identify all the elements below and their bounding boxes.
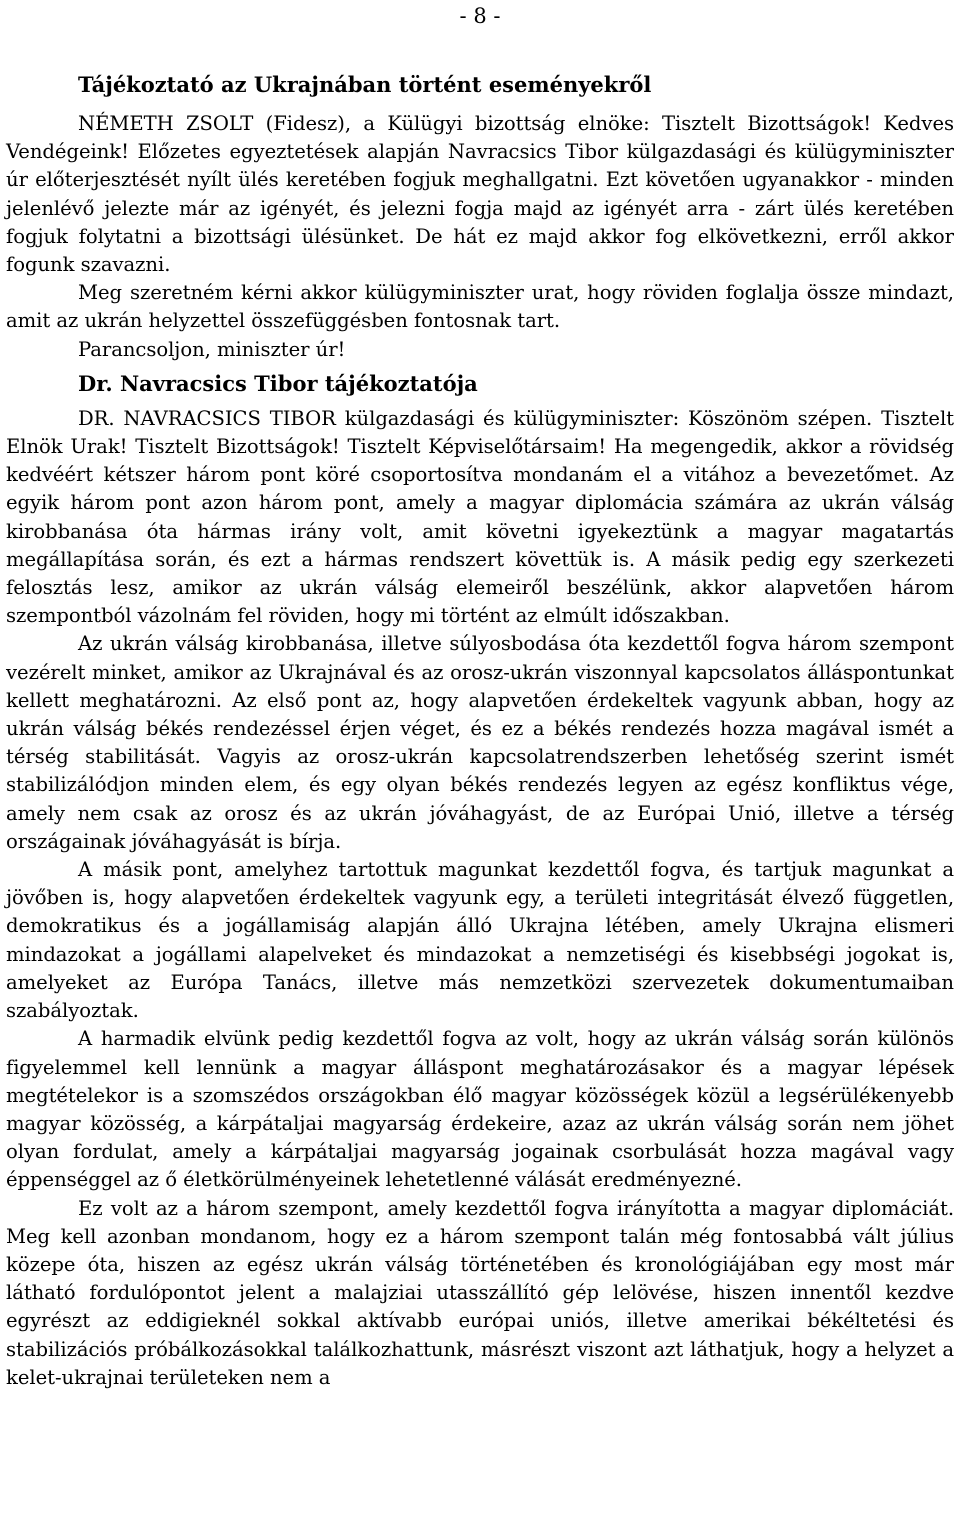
paragraph: Meg szeretném kérni akkor külügyminiszter urat, hogy röviden foglalja össze mindazt, amit az ukrán helyzettel összefüggésben fontosnak tart.: [6, 281, 954, 333]
paragraph: A harmadik elvünk pedig kezdettől fogva az volt, hogy az ukrán válság során különös figyelemmel kell lennünk a magyar álláspont meghatározásakor és a magyar lépések megtételekor is a szomszédos országokban élő magyar közösségek közül a legsérülékenyebb magyar közösség, a kárpátaljai magyarság érdekeire, azaz az ukrán válság során nem jöhet olyan fordulat, amely a kárpátaljai magyarság jogainak csorbulását hozza magával vagy éppenséggel az ő életkörülményeinek lehetetlenné válását eredményezné.: [6, 1027, 954, 1192]
page-number: - 8 -: [459, 4, 501, 28]
paragraph: NÉMETH ZSOLT (Fidesz), a Külügyi bizottság elnöke: Tisztelt Bizottságok! Kedves Vendégeink! Előzetes egyeztetések alapján Navracsics Tibor külgazdasági és külügyminiszter úr előterjesztését nyílt ülés keretében fogjuk meghallgatni. Ezt követően ugyanakkor - minden jelenlévő jelezte már az igényét, és jelezni fogja majd az igényét arra - zárt ülés keretében fogjuk folytatni a bizottsági ülésünket. De hát ez majd akkor fog elkövetkezni, erről akkor fogunk szavazni.: [6, 112, 954, 277]
paragraph: Az ukrán válság kirobbanása, illetve súlyosbodása óta kezdettől fogva három szempont vezérelt minket, amikor az Ukrajnával és az orosz-ukrán viszonnyal kapcsolatos álláspontunkat kellett meghatározni. Az első pont az, hogy alapvetően érdekeltek vagyunk abban, hogy az ukrán válság békés rendezéssel érjen véget, és ez a békés rendezés hozza magával ismét a térség stabilitását. Vagyis az orosz-ukrán kapcsolatrendszerben lehetőség szerint ismét stabilizálódjon minden elem, és egy olyan békés rendezés legyen az egész konfliktus vége, amely nem csak az orosz és az ukrán jóváhagyást, de az Európai Unió, illetve a térség országainak jóváhagyását is bírja.: [6, 632, 954, 853]
paragraph: Parancsoljon, miniszter úr!: [78, 337, 346, 361]
section-title: Tájékoztató az Ukrajnában történt eseményekről: [78, 72, 652, 97]
paragraph: DR. NAVRACSICS TIBOR külgazdasági és külügyminiszter: Köszönöm szépen. Tisztelt Elnök Urak! Tisztelt Bizottságok! Tisztelt Képviselőtársaim! Ha megengedik, akkor a rövidség kedvéért kétszer három pont köré csoportosítva mondanám el a vitához a bevezetőmet. Az egyik három pont azon három pont, amely a magyar diplomácia számára az ukrán válság kirobbanása óta hármas irány volt, amit követni igyekeztünk a magyar magatartás megállapítása során, és ezt a hármas rendszert követtük is. A másik pedig egy szerkezeti felosztás lesz, amikor az ukrán válság elemeiről beszélünk, akkor alapvetően három szempontból vázolnám fel röviden, hogy mi történt az elmúlt időszakban.: [6, 406, 954, 628]
document-body: [6, 70, 954, 1392]
paragraph: Ez volt az a három szempont, amely kezdettől fogva irányította a magyar diplomáciát. Meg kell azonban mondanom, hogy ez a három szempont talán még fontosabbá vált július közepe óta, hiszen az egész ukrán válság történetében és kronológiájában egy most már látható fordulópontot jelent a malajziai utasszállító gép lelövése, hiszen innentől kezdve egyrészt az eddigieknél sokkal aktívabb európai uniós, illetve amerikai békéltetési és stabilizációs próbálkozásokkal találkozhattunk, másrészt viszont azt láthatjuk, hogy a helyzet a kelet-ukrajnai területeken nem a: [6, 1196, 954, 1389]
speaker-subtitle: Dr. Navracsics Tibor tájékoztatója: [78, 370, 478, 396]
paragraph: A másik pont, amelyhez tartottuk magunkat kezdettől fogva, és tartjuk magunkat a jövőben is, hogy alapvetően érdekeltek vagyunk egy, a területi integritását élvező független, demokratikus és a jogállamiság alapján álló Ukrajna létében, amely Ukrajna elismeri mindazokat a jogállami alapelveket és mindazokat a nemzetiségi és kisebbségi jogokat is, amelyeket az Európa Tanács, illetve más nemzetközi szervezetek dokumentumaiban szabályoztak.: [6, 858, 954, 1023]
